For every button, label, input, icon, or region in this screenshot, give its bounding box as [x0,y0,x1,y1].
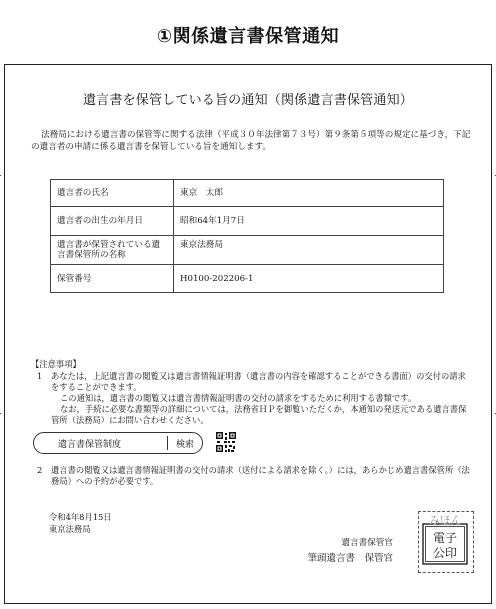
intro-paragraph: 法務局における遺言書の保管等に関する法律（平成３０年法律第７３号）第９条第５項等の規定に基づき，下記の遺言者の申請に係る遺言書を保管している旨を通知します。 [31,130,471,152]
note-text: あなたは，上記遺言書の閲覧又は遺言書情報証明書（遺言書の内容を確認することができる書面）の交付の請求をすることができます。 [51,371,466,392]
signer-name: 筆頭遺言書 保管官 [307,553,393,564]
official-seal [418,511,474,573]
row-label: 保管番号 [51,265,174,293]
row-label: 遺言書が保管されている遺言書保管所の名称 [51,236,174,265]
row-label: 遺言者の出生の年月日 [51,207,174,236]
notice-sheet [4,64,492,604]
note-text: なお，手続に必要な書類等の詳細については，法務省ＨＰを御覧いただくか，本通知の発送元である遺言書保管所（法務局）にお問い合わせください。 [51,404,467,425]
note-text: この通知は，遺言書の閲覧又は遺言書情報証明書の交付の請求をするために利用する書類です。 [60,393,417,403]
search-button: 検索 [175,439,194,450]
search-box [33,432,203,454]
search-query: 遺言書保管制度 [58,439,122,450]
row-value: 東京法務局 [174,236,444,265]
margin-mark-left [0,413,1,414]
note-item [31,371,471,426]
row-value: 昭和64年1月7日 [174,207,444,236]
table-row [51,207,444,236]
page-heading: ①関係遺言書保管通知 [156,26,340,47]
note-number: 2 [37,465,43,475]
note-text: 遺言書の閲覧又は遺言書情報証明書の交付の請求（送付による請求を除く。）には，あらかじめ遺言書保管所（法務局）への予約が必要です。 [51,465,470,486]
signer-title: 遺言書保管官 [341,538,393,548]
testator-info-table [50,179,444,293]
row-value: 東京 太郎 [174,180,444,207]
signature-block [307,535,393,567]
svg-text:電子: 電子 [432,531,458,545]
margin-mark-left [0,175,1,176]
issue-date: 令和4年8月15日 [49,512,112,522]
table-row [51,180,444,207]
seal-stamp-icon [421,514,471,570]
svg-text:みほん: みほん [428,514,462,527]
notes-section [31,359,471,426]
notes-heading: 【注意事項】 [31,359,81,369]
table-row [51,265,444,293]
svg-text:公印: 公印 [432,546,458,560]
row-value: H0100-202206-1 [174,265,444,293]
issue-block [49,511,112,535]
issuing-office: 東京法務局 [49,524,91,534]
row-label: 遺言者の氏名 [51,180,174,207]
document-title: 遺言書を保管している旨の通知（関係遺言書保管通知） [82,93,413,108]
note-number: 1 [37,371,43,381]
qr-code-icon [215,431,237,453]
table-row [51,236,444,265]
note-item [31,465,471,487]
